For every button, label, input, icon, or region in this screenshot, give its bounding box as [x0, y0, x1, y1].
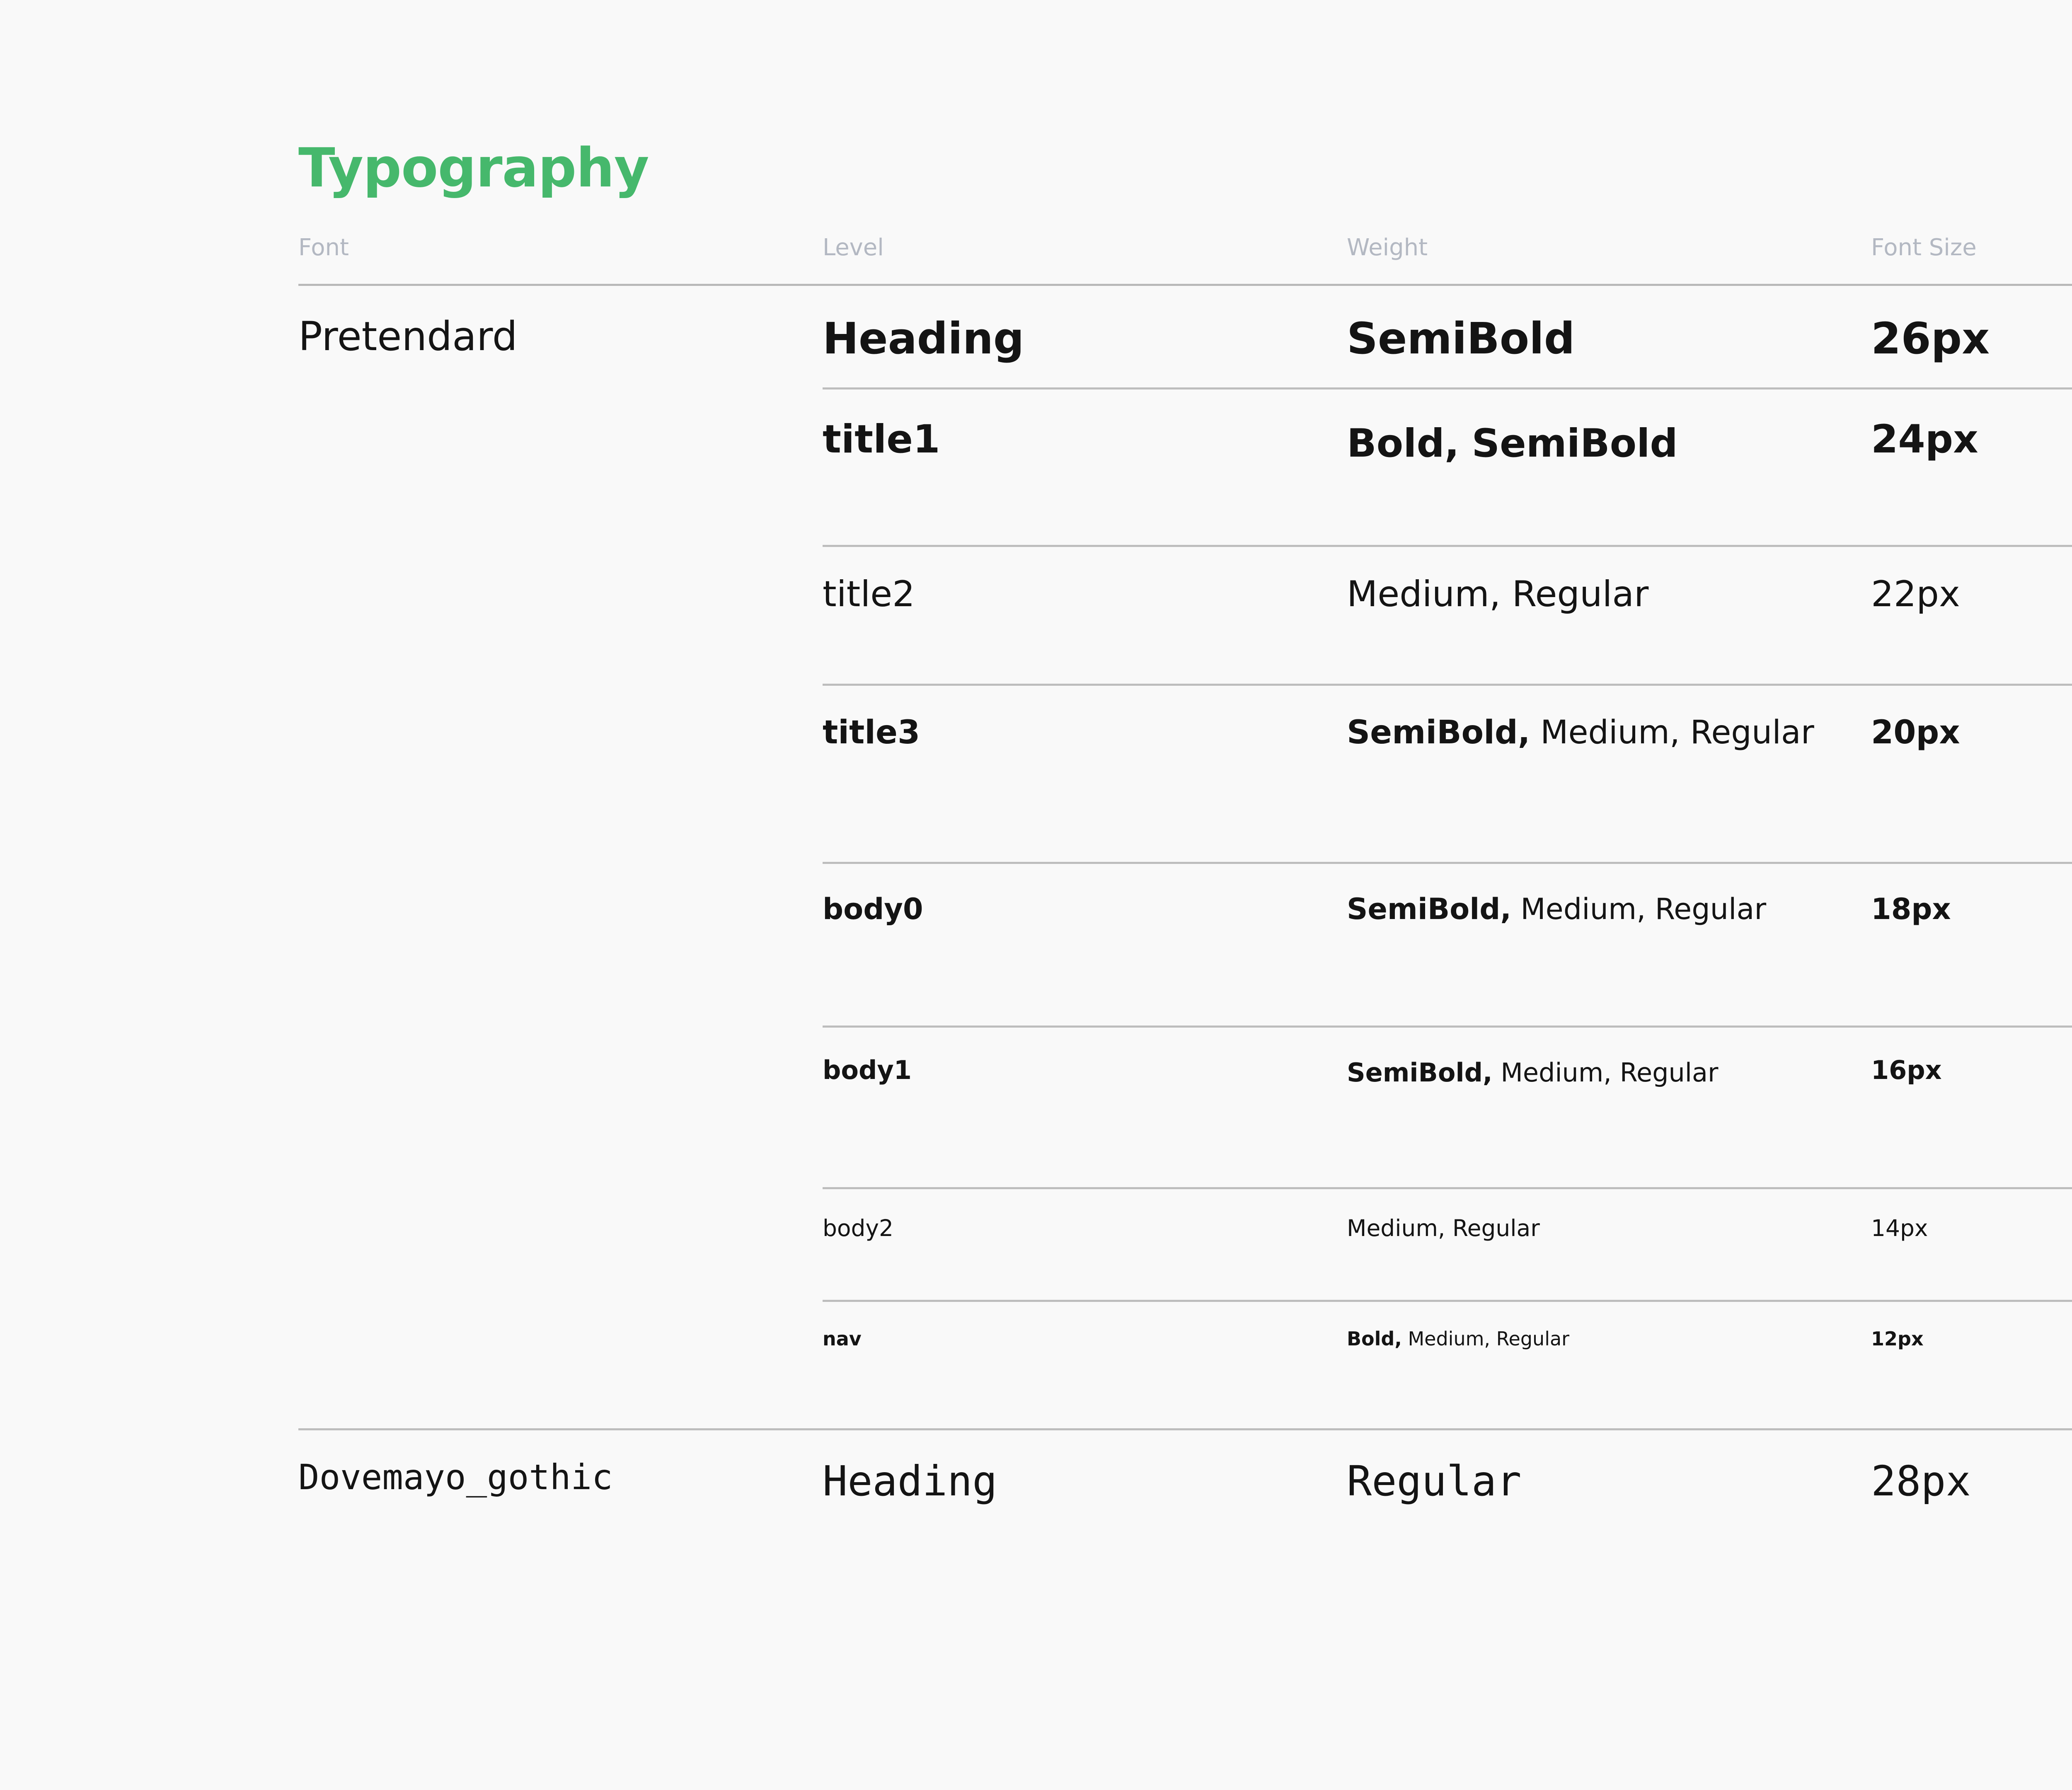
weight-item: Medium [1520, 892, 1637, 926]
font-size: 12px [1871, 1328, 1924, 1350]
weight-item: SemiBold [1347, 892, 1501, 926]
table-row [298, 1028, 2072, 1189]
weight-item: Regular [1655, 892, 1767, 926]
font-size: 28px [1871, 1457, 1971, 1505]
weight-item: SemiBold [1347, 313, 1575, 364]
font-size: 26px [1871, 313, 1990, 364]
table-row [298, 1189, 2072, 1302]
weight-list: Bold, SemiBold [1347, 421, 1678, 466]
weight-item: Bold [1347, 1328, 1395, 1350]
weight-item: Bold [1347, 421, 1445, 466]
level-name: Heading [823, 313, 1024, 364]
weight-item: Medium [1347, 573, 1489, 615]
weight-list: SemiBold, Medium, Regular [1347, 1057, 1719, 1088]
level-name: body0 [823, 892, 923, 926]
font-name: Dovemayo_gothic [298, 1457, 613, 1497]
table-row [298, 1430, 2072, 1513]
level-name: title1 [823, 417, 940, 462]
level-name: nav [823, 1328, 862, 1350]
level-name: Heading [823, 1457, 997, 1505]
font-size: 22px [1871, 573, 1960, 615]
weight-list: Medium, Regular [1347, 573, 1649, 615]
weight-item: Regular [1496, 1328, 1570, 1350]
table-header [298, 234, 2072, 284]
level-name: title3 [823, 714, 920, 751]
weight-item: Regular [1452, 1215, 1540, 1241]
header-font: Font [298, 234, 349, 261]
header-font-size: Font Size [1871, 234, 1977, 261]
font-size: 20px [1871, 714, 1960, 751]
table-row [298, 1302, 2072, 1430]
weight-list: SemiBold, Medium, Regular [1347, 714, 1814, 751]
page-title: Typography [298, 136, 649, 199]
font-size: 16px [1871, 1055, 1942, 1085]
font-size: 14px [1871, 1215, 1928, 1241]
weight-item: Medium [1540, 714, 1670, 751]
level-name: body2 [823, 1215, 894, 1241]
header-weight: Weight [1347, 234, 1428, 261]
level-name: title2 [823, 573, 915, 615]
table-row [298, 686, 2072, 864]
table-row [298, 864, 2072, 1028]
typography-page [298, 136, 2072, 1513]
weight-item: SemiBold [1472, 421, 1678, 466]
level-name: body1 [823, 1055, 912, 1085]
weight-item: Medium [1408, 1328, 1484, 1350]
weight-list [1347, 313, 1871, 364]
font-name: Pretendard [298, 313, 518, 360]
weight-item: Medium [1347, 1215, 1438, 1241]
weight-item: Medium [1501, 1057, 1604, 1088]
weight-item: SemiBold [1347, 1057, 1483, 1088]
weight-list: Medium, Regular [1347, 1215, 1540, 1241]
table-row [298, 286, 2072, 389]
weight-item: Regular [1512, 573, 1649, 615]
header-level: Level [823, 234, 884, 261]
weight-list [1347, 1457, 1871, 1505]
weight-item: Regular [1690, 714, 1814, 751]
weight-item: Regular [1619, 1057, 1719, 1088]
table-row [298, 389, 2072, 547]
font-size: 18px [1871, 892, 1951, 926]
weight-list: SemiBold, Medium, Regular [1347, 892, 1767, 926]
weight-item: Regular [1347, 1457, 1522, 1505]
weight-item: SemiBold [1347, 714, 1518, 751]
font-size: 24px [1871, 417, 1978, 462]
weight-list: Bold, Medium, Regular [1347, 1328, 1570, 1350]
table-row [298, 547, 2072, 686]
